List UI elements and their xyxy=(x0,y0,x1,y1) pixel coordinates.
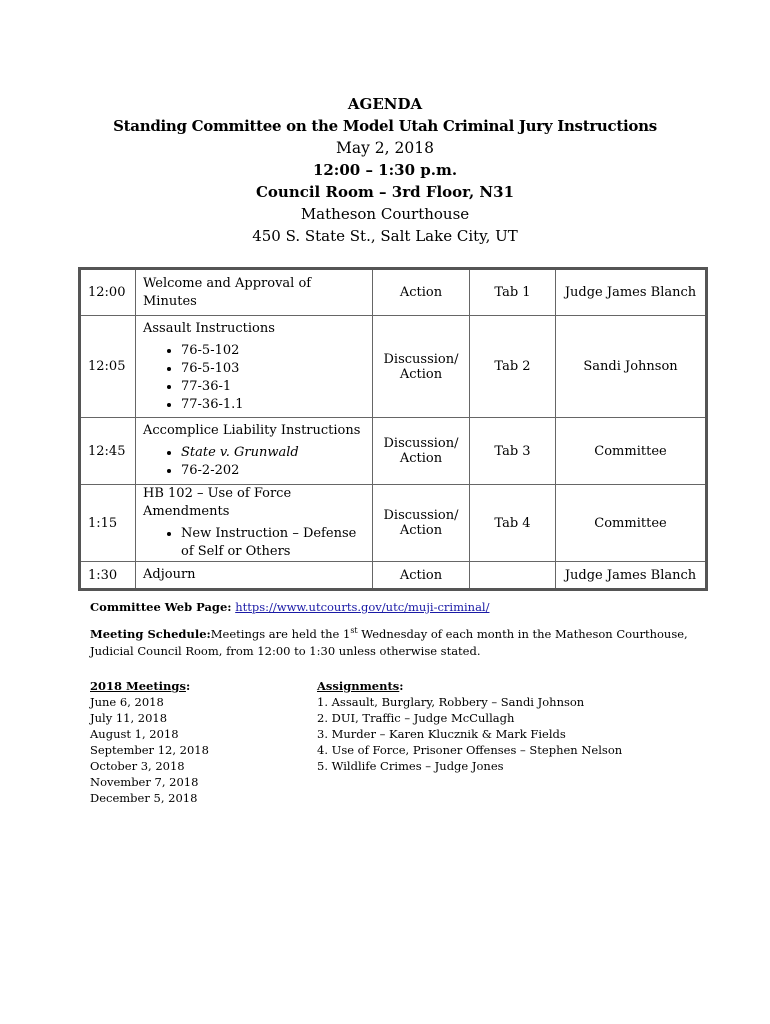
list-item: 4. Use of Force, Prisoner Offenses – Stephen Nelson xyxy=(317,743,623,757)
list-item: • 76-5-103 xyxy=(181,360,365,378)
row-tab: Tab 1 xyxy=(470,269,556,316)
courthouse-address: 450 S. State St., Salt Lake City, UT xyxy=(252,227,518,245)
list-item: 1. Assault, Burglary, Robbery – Sandi Johnson xyxy=(317,695,585,709)
row-topic xyxy=(136,316,373,418)
row-time: 12:00 xyxy=(80,269,136,316)
web-page-link[interactable]: https://www.utcourts.gov/utc/muji-criminal/ xyxy=(235,600,490,614)
row-action: Action xyxy=(373,269,470,316)
row-time: 1:15 xyxy=(80,485,136,562)
row-presenter: Sandi Johnson xyxy=(556,316,707,418)
row-presenter: Committee xyxy=(556,485,707,562)
list-item: • 77-36-1.1 xyxy=(181,396,365,414)
agenda-table xyxy=(78,267,708,591)
row-topic xyxy=(136,562,373,590)
list-item: July 11, 2018 xyxy=(90,711,168,725)
list-item: June 6, 2018 xyxy=(90,695,164,709)
list-item: 2. DUI, Traffic – Judge McCullagh xyxy=(317,711,515,725)
meetings-list: 2018 Meetings: June 6, 2018 July 11, 2018 August 1, 2018 September 12, 2018 October 3, 2018 November 7, 2018 December 5, 2018 xyxy=(90,679,209,805)
row-presenter: Judge James Blanch xyxy=(556,562,707,590)
schedule-text-before: Meetings are held the 1 xyxy=(210,626,351,641)
row-tab: Tab 2 xyxy=(470,316,556,418)
list-item: 3. Murder – Karen Klucznik & Mark Fields xyxy=(317,727,566,741)
assignments-list: Assignments: 1. Assault, Burglary, Robbery – Sandi Johnson 2. DUI, Traffic – Judge McCullagh 3. Murder – Karen Klucznik & Mark Fields 4. Use of Force, Prisoner Offenses – Stephen Nelson 5. Wildlife Crimes – Judge Jones xyxy=(317,679,623,773)
row-presenter: Committee xyxy=(556,418,707,485)
row-topic xyxy=(136,485,373,562)
table-row xyxy=(80,316,707,418)
committee-name: Standing Committee on the Model Utah Criminal Jury Instructions xyxy=(113,117,657,135)
row-title: Adjourn xyxy=(143,567,196,582)
row-items xyxy=(143,342,365,414)
list-item: • State v. Grunwald xyxy=(181,444,365,462)
row-time: 12:45 xyxy=(80,418,136,485)
row-title: Assault Instructions xyxy=(143,320,275,336)
document-header xyxy=(0,93,770,247)
row-tab: Tab 3 xyxy=(470,418,556,485)
row-presenter: Judge James Blanch xyxy=(556,269,707,316)
table-row xyxy=(80,485,707,562)
courthouse-name: Matheson Courthouse xyxy=(300,205,470,223)
list-item: 5. Wildlife Crimes – Judge Jones xyxy=(317,759,504,773)
list-item: September 12, 2018 xyxy=(90,743,209,757)
table-row xyxy=(80,562,707,590)
row-time: 1:30 xyxy=(80,562,136,590)
row-action: Discussion/ Action xyxy=(373,418,470,485)
list-item: August 1, 2018 xyxy=(90,727,179,741)
row-topic xyxy=(136,269,373,316)
row-action: Action xyxy=(373,562,470,590)
row-title: Accomplice Liability Instructions xyxy=(143,423,361,438)
row-action: Discussion/ Action xyxy=(373,485,470,562)
assignments-title: Assignments xyxy=(317,679,400,693)
agenda-title: AGENDA xyxy=(347,95,423,113)
schedule-text-after: Wednesday of each month in the Matheson Courthouse, Judicial Council Room, from 12:00 to 1:30 unless otherwise stated. xyxy=(90,626,688,658)
web-page-line xyxy=(90,599,690,616)
row-tab: Tab 4 xyxy=(470,485,556,562)
table-row xyxy=(80,269,707,316)
schedule-label: Meeting Schedule: xyxy=(90,626,211,641)
list-item: • 77-36-1 xyxy=(181,378,365,396)
meetings-title: 2018 Meetings xyxy=(90,679,186,693)
meeting-schedule xyxy=(90,622,690,660)
meeting-date: May 2, 2018 xyxy=(336,139,434,157)
row-time: 12:05 xyxy=(80,316,136,418)
list-item: December 5, 2018 xyxy=(90,791,198,805)
meeting-room: Council Room – 3rd Floor, N31 xyxy=(255,183,515,201)
row-items xyxy=(143,525,365,561)
schedule-sup: st xyxy=(350,626,358,635)
row-items xyxy=(143,444,365,480)
list-item: October 3, 2018 xyxy=(90,759,185,773)
list-item: • 76-5-102 xyxy=(181,342,365,360)
row-tab xyxy=(470,562,556,590)
row-topic xyxy=(136,418,373,485)
web-page-label: Committee Web Page: xyxy=(90,600,232,614)
table-row xyxy=(80,418,707,485)
list-item: • 76-2-202 xyxy=(181,462,365,480)
list-item: November 7, 2018 xyxy=(90,775,199,789)
meeting-time: 12:00 – 1:30 p.m. xyxy=(312,161,458,179)
row-action: Discussion/ Action xyxy=(373,316,470,418)
row-title: Welcome and Approval of Minutes xyxy=(143,275,312,309)
row-title: HB 102 – Use of Force Amendments xyxy=(143,486,292,519)
list-item: • New Instruction – Defense of Self or Others xyxy=(181,525,365,561)
